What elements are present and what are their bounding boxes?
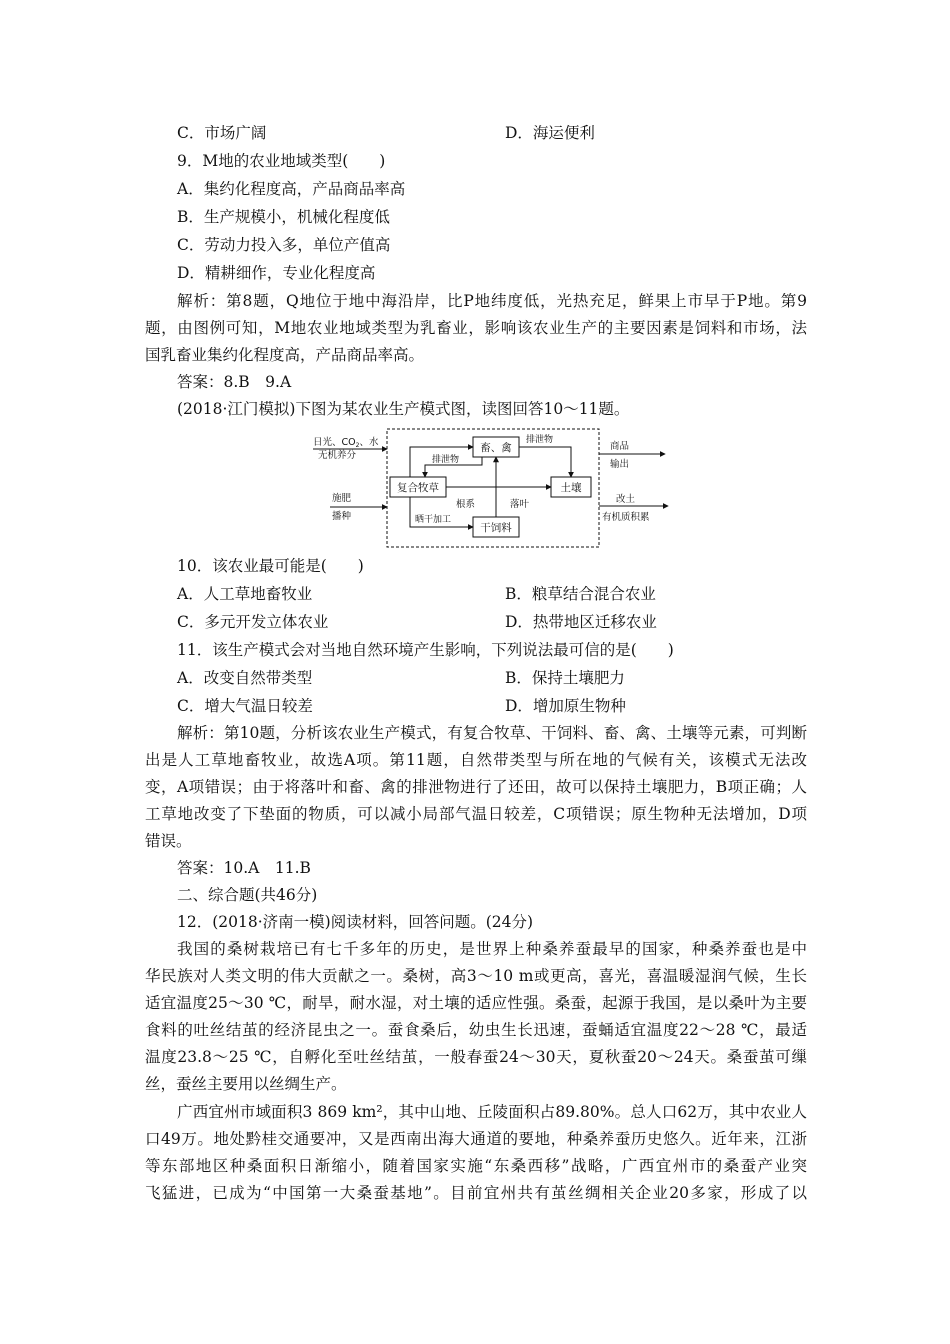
label-drying: 晒干加工: [415, 515, 452, 525]
output-soil-improve-label: 改土: [616, 494, 636, 505]
analysis-8-9-line: 国乳畜业集约化程度高，产品商品率高。: [145, 346, 425, 364]
q9-option-b: B．生产规模小，机械化程度低: [177, 208, 390, 226]
label-excreta-inner: 排泄物: [432, 455, 460, 465]
q10-stem: 10．该农业最可能是( ): [177, 557, 364, 575]
arrow-excreta-to-soil: [519, 447, 571, 477]
analysis-10-11-line: 变，A项错误；由于将落叶和畜、禽的排泄物进行了还田，故可以保持土壤肥力，B项正确；人: [145, 778, 807, 796]
analysis-8-9-line: 解析：第8题，Q地位于地中海沿岸，比P地纬度低，光热充足，鲜果上市早于P地。第9: [177, 292, 807, 310]
label-roots: 根系: [456, 499, 476, 510]
para1-line: 适宜温度25～30 ℃，耐旱，耐水湿，对土壤的适应性强。桑蚕，起源于我国，是以桑叶为主要: [145, 994, 807, 1012]
analysis-10-11-line: 出是人工草地畜牧业，故选A项。第11题，自然带类型与所在地的气候有关，该模式无法改: [145, 751, 807, 769]
q12-stem: 12．(2018·济南一模)阅读材料，回答问题。(24分): [177, 913, 534, 931]
q9-option-c: C．劳动力投入多，单位产值高: [177, 236, 391, 254]
label-excreta-top: 排泄物: [526, 435, 554, 445]
q10-option-c: C．多元开发立体农业: [177, 613, 329, 631]
box-feed-label: 干饲料: [480, 522, 512, 534]
para1-line: 丝，蚕丝主要用以丝绸生产。: [145, 1075, 347, 1093]
output-organic-label: 有机质积累: [602, 512, 650, 523]
q11-stem: 11．该生产模式会对当地自然环境产生影响，下列说法最可信的是( ): [177, 641, 674, 659]
input-sowing-label: 播种: [332, 511, 352, 522]
para1-line: 温度23.8～25 ℃，自孵化至吐丝结茧，一般春蚕24～30天，夏秋蚕20～24天。桑蚕茧可缫: [145, 1048, 807, 1066]
para2-line: 口49万。地处黔桂交通要冲，又是西南出海大通道的要地，种桑养蚕历史悠久。近年来，江浙: [145, 1130, 807, 1148]
para2-line: 广西宜州市域面积3 869 km²，其中山地、丘陵面积占89.80%。总人口62万，其中农业人: [177, 1103, 807, 1121]
q10-option-a: A．人工草地畜牧业: [177, 585, 313, 603]
q10-option-b: B．粮草结合混合农业: [505, 585, 656, 603]
output-goods-label: 商品: [610, 441, 630, 452]
input-fertilizer-label: 施肥: [332, 493, 352, 504]
q11-option-a: A．改变自然带类型: [177, 669, 313, 687]
q8-option-d: D．海运便利: [505, 124, 595, 142]
input-sunlight-label: 日光、$CO_2$、水: [313, 437, 379, 449]
box-soil-label: 土壤: [560, 482, 582, 494]
q11-option-b: B．保持土壤肥力: [505, 669, 625, 687]
para1-line: 我国的桑树栽培已有七千多年的历史，是世界上种桑养蚕最早的国家，种桑养蚕也是中: [177, 940, 807, 958]
analysis-10-11-line: 错误。: [145, 832, 192, 850]
label-leaves: 落叶: [510, 499, 530, 510]
agriculture-mode-diagram: [310, 427, 670, 552]
analysis-8-9-line: 题，由图例可知，M地农业地域类型为乳畜业，影响该农业生产的主要因素是饲料和市场，法: [145, 319, 807, 337]
q9-stem: 9．M地的农业地域类型( ): [177, 152, 386, 170]
q9-option-d: D．精耕细作，专业化程度高: [177, 264, 376, 282]
intro-10-11: (2018·江门模拟)下图为某农业生产模式图，读图回答10～11题。: [177, 400, 630, 418]
q11-option-d: D．增加原生物种: [505, 697, 626, 715]
answer-8-9: 答案：8.B 9.A: [177, 373, 292, 391]
para2-line: 等东部地区种桑面积日渐缩小，随着国家实施“东桑西移”战略，广西宜州市的桑蚕产业突: [145, 1157, 807, 1175]
box-livestock-label: 畜、禽: [480, 442, 512, 454]
analysis-10-11-line: 工草地改变了下垫面的物质，可以减小局部气温日较差，C项错误；原生物种无法增加，D项: [145, 805, 807, 823]
answer-10-11: 答案：10.A 11.B: [177, 859, 311, 877]
section-2-heading: 二、综合题(共46分): [177, 886, 318, 904]
input-nutrient-label: 无机养分: [318, 450, 357, 461]
para1-line: 华民族对人类文明的伟大贡献之一。桑树，高3～10 m或更高，喜光，喜温暖湿润气候，生长: [145, 967, 807, 985]
output-export-label: 输出: [610, 459, 630, 470]
q9-option-a: A．集约化程度高，产品商品率高: [177, 180, 406, 198]
para2-line: 飞猛进，已成为“中国第一大桑蚕基地”。目前宜州共有茧丝绸相关企业20多家，形成了以: [145, 1184, 807, 1202]
box-pasture-label: 复合牧草: [397, 482, 439, 494]
q8-option-c: C．市场广阔: [177, 124, 267, 142]
para1-line: 食料的吐丝结茧的经济昆虫之一。蚕食桑后，幼虫生长迅速，蚕蛹适宜温度22～28 ℃，最适: [145, 1021, 807, 1039]
q11-option-c: C．增大气温日较差: [177, 697, 313, 715]
analysis-10-11-line: 解析：第10题，分析该农业生产模式，有复合牧草、干饲料、畜、禽、土壤等元素，可判断: [177, 724, 807, 742]
q10-option-d: D．热带地区迁移农业: [505, 613, 657, 631]
